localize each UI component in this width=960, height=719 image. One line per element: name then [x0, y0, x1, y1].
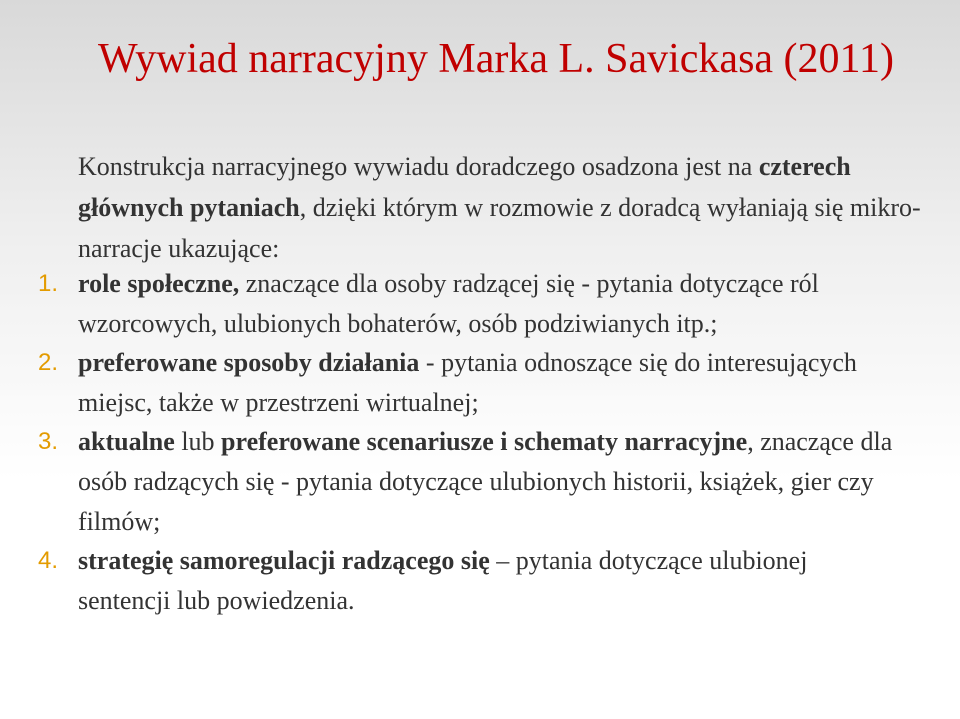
list-number: 4.: [38, 547, 59, 574]
item-text: – pytania dotyczące ulubionej sentencji lub powiedzenia.: [78, 546, 808, 615]
list-item-1: [0, 264, 960, 344]
intro-paragraph: [78, 146, 938, 269]
questions-list: [0, 264, 960, 620]
item-bold-text: preferowane sposoby działania: [78, 348, 420, 377]
list-number: 3.: [38, 428, 59, 455]
item-text: znaczące dla osoby radzącej się - pytania dotyczące ról wzorcowych, ulubionych bohaterów, osób podziwianych itp.;: [78, 269, 819, 338]
item-text: lub: [174, 427, 222, 456]
intro-bold-text: czterech głównych pytaniach: [78, 152, 851, 222]
list-number: 2.: [38, 349, 59, 376]
item-bold-text-2: preferowane scenariusze i schematy narracyjne: [221, 427, 748, 456]
item-bold-text: strategię samoregulacji radzącego się: [78, 546, 490, 575]
intro-text-end: , dzięki którym w rozmowie z doradcą wyłaniają się mikro-narracje ukazujące:: [78, 193, 921, 263]
list-item-4: [0, 541, 960, 621]
item-bold-text: role społeczne,: [78, 269, 240, 298]
slide-title: Wywiad narracyjny Marka L. Savickasa (2011): [98, 36, 894, 82]
list-item-2: [0, 343, 960, 423]
item-text-2: , znaczące dla osób radzących się - pytania dotyczące ulubionych historii, książek, gier czy filmów;: [78, 427, 893, 536]
intro-text: Konstrukcja narracyjnego wywiadu doradczego osadzona jest na: [78, 152, 759, 181]
list-item-3: [0, 422, 960, 542]
item-bold-text: aktualne: [78, 427, 175, 456]
list-number: 1.: [38, 270, 59, 297]
item-text: - pytania odnoszące się do interesujących miejsc, także w przestrzeni wirtualnej;: [78, 348, 857, 417]
